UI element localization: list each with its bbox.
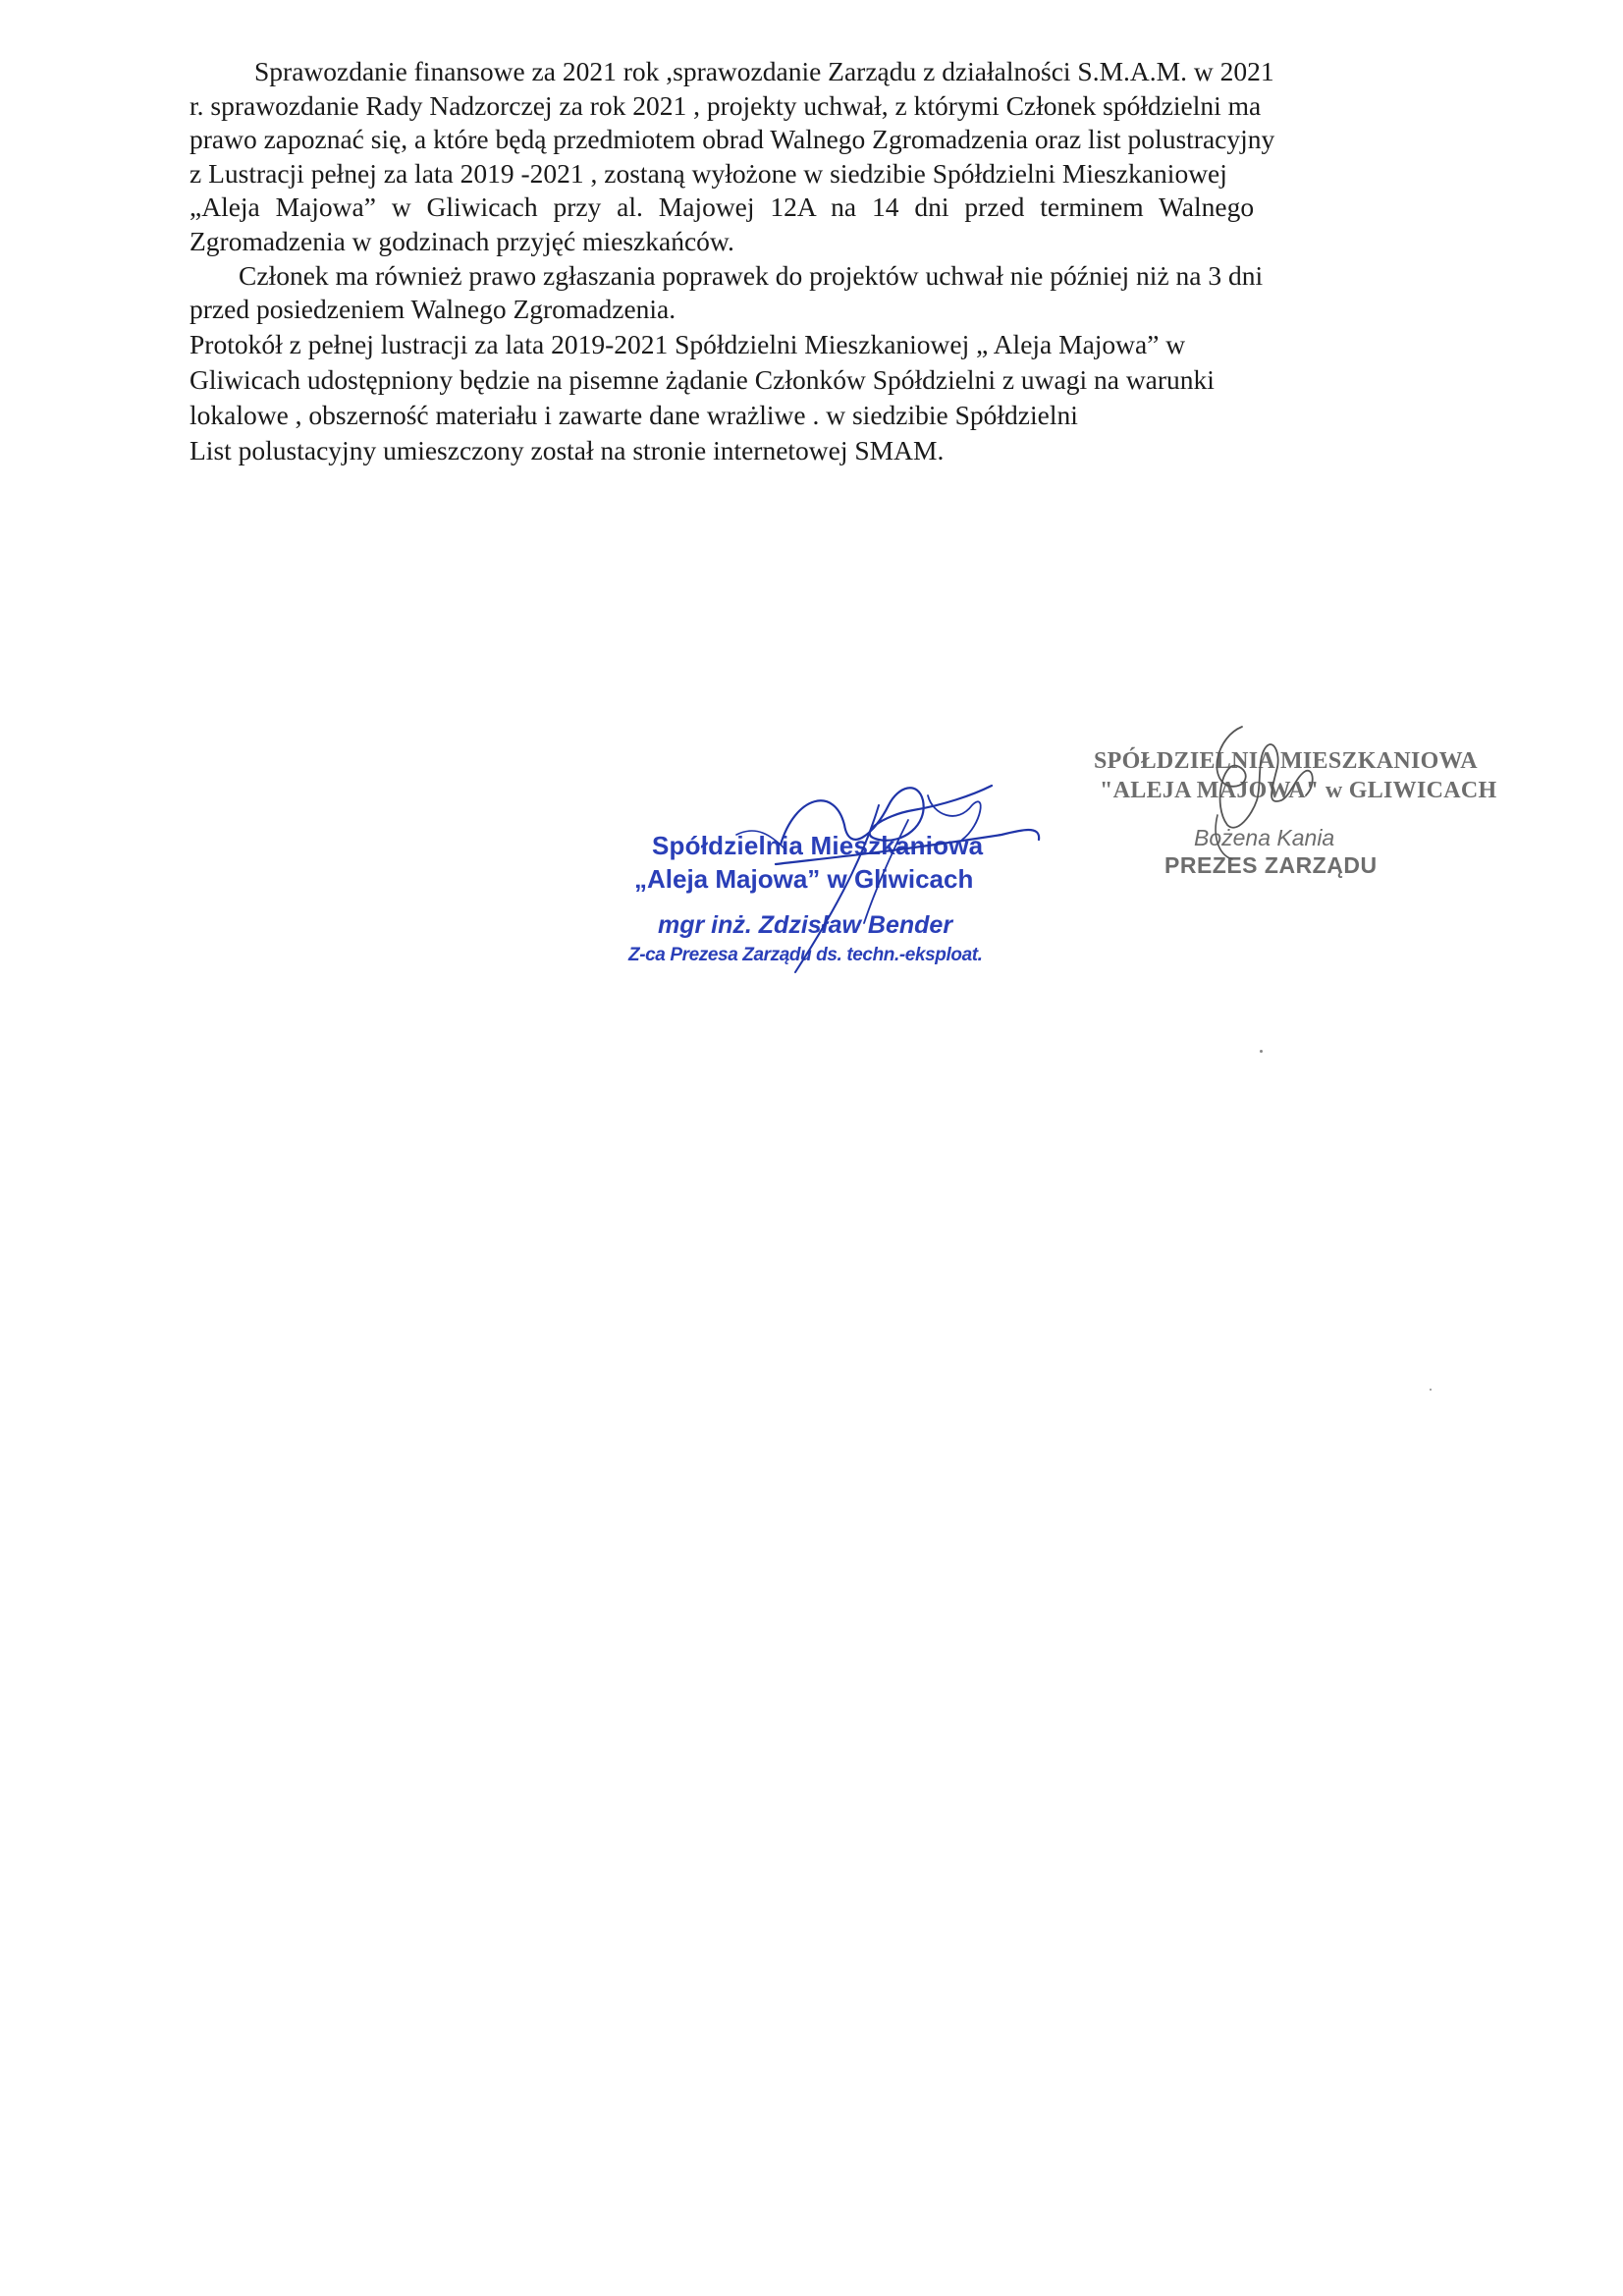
text-line: lokalowe , obszerność materiału i zawarte dane wrażliwe . w siedzibie Spółdzielni	[189, 399, 1078, 430]
signature-vice-president	[677, 766, 1070, 982]
text-line: Sprawozdanie finansowe za 2021 rok ,sprawozdanie Zarządu z działalności S.M.A.M. w 2021	[254, 56, 1274, 86]
stamp-left-position: Z-ca Prezesa Zarządu ds. techn.-eksploat.	[628, 945, 983, 965]
text-line: „Aleja Majowa” w Gliwicach przy al. Majowej 12A na 14 dni przed terminem Walnego	[189, 191, 1255, 223]
text-line: Członek ma również prawo zgłaszania poprawek do projektów uchwał nie później niż na 3 dni	[239, 259, 1264, 291]
text-line: Zgromadzenia w godzinach przyjęć mieszkańców.	[189, 225, 734, 256]
scan-speck	[1430, 1389, 1432, 1391]
paragraph-amendments	[189, 259, 1429, 327]
stamp-right-position: PREZES ZARZĄDU	[1164, 852, 1378, 878]
stamp-right-line2: "ALEJA MAJOWA" w GLIWICACH	[1100, 778, 1497, 803]
body-text	[189, 55, 1429, 468]
signature-president	[1159, 717, 1355, 874]
paragraph-announcement	[189, 55, 1429, 259]
text-line: z Lustracji pełnej za lata 2019 -2021 , zostaną wyłożone w siedzibie Spółdzielni Mieszkaniowej	[189, 157, 1227, 189]
paragraph-protocol	[189, 327, 1429, 468]
stamp-right-line1: SPÓŁDZIELNIA MIESZKANIOWA	[1094, 748, 1478, 774]
text-line: Protokół z pełnej lustracji za lata 2019-2021 Spółdzielni Mieszkaniowej „ Aleja Majowa” w	[189, 328, 1186, 359]
text-line: prawo zapoznać się, a które będą przedmiotem obrad Walnego Zgromadzenia oraz list polustracyjny	[189, 124, 1275, 155]
text-line: List polustacyjny umieszczony został na stronie internetowej SMAM.	[189, 434, 945, 465]
text-line: przed posiedzeniem Walnego Zgromadzenia.	[189, 294, 676, 325]
scan-speck	[1260, 1050, 1263, 1053]
text-line: r. sprawozdanie Rady Nadzorczej za rok 2021 , projekty uchwał, z którymi Członek spółdzielni ma	[189, 89, 1262, 121]
stamp-left-line2: „Aleja Majowa” w Gliwicach	[634, 864, 974, 894]
text-line: Gliwicach udostępniony będzie na pisemne żądanie Członków Spółdzielni z uwagi na warunki	[189, 363, 1215, 395]
stamp-right-name: Bożena Kania	[1194, 825, 1335, 850]
stamp-left-name: mgr inż. Zdzisław Bender	[658, 911, 953, 939]
stamp-left-line1: Spółdzielnia Mieszkaniowa	[652, 831, 984, 860]
